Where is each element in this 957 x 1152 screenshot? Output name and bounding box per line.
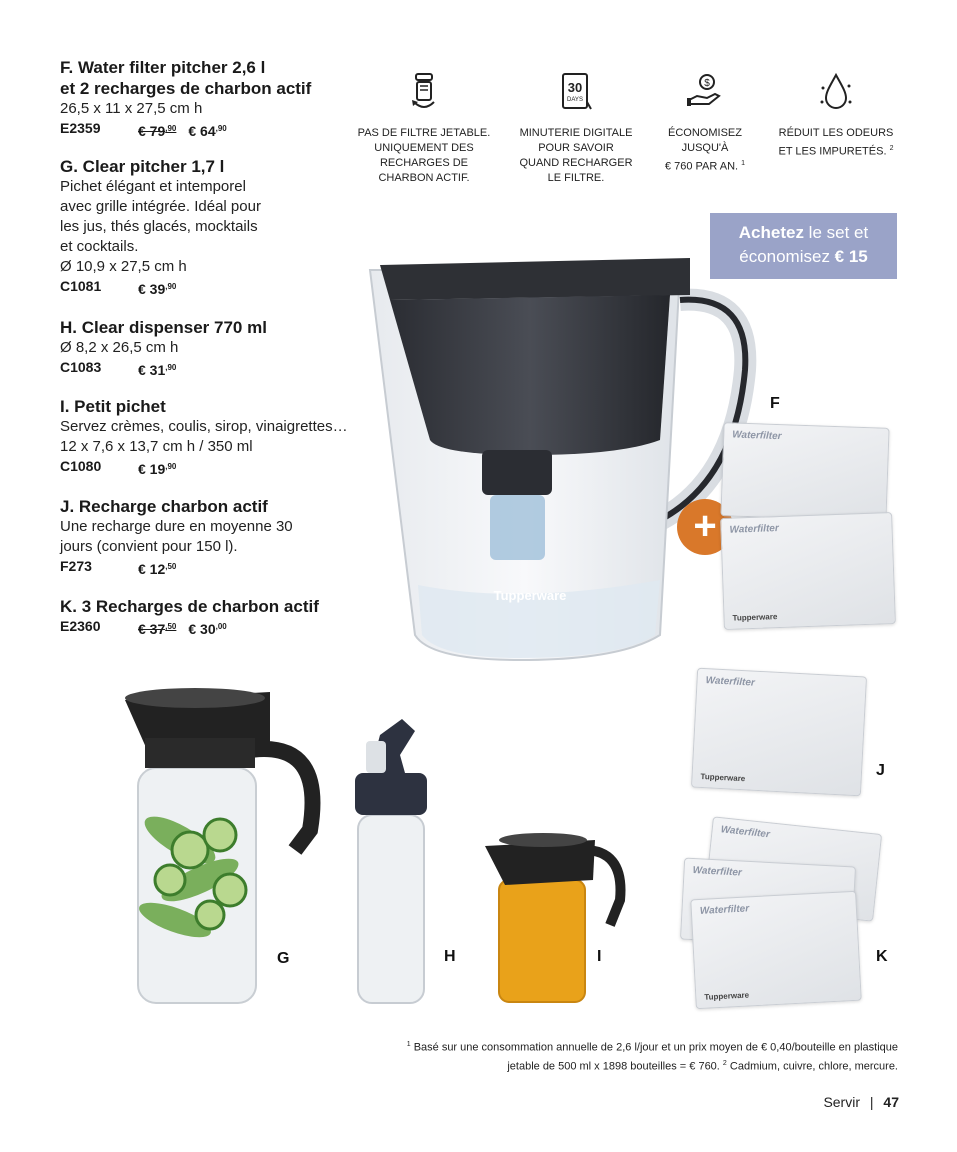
feature-digital-timer <box>501 70 651 186</box>
savings-hand-icon <box>630 70 780 114</box>
price-line <box>60 358 380 380</box>
footnote: $^1$ Basé sur une consommation annuelle de 2,6 l/jour et un prix moyen de € 0,40/bouteille en plastique jetable de 500 ml x 1898 bouteilles = € 760. $^2$ Cadmium, cuivre, chlore, mercure. <box>406 1041 898 1073</box>
water-drop-icon <box>761 70 911 114</box>
label-j: J <box>876 762 885 779</box>
label-f: F <box>770 395 780 412</box>
page-number: 47 <box>883 1094 899 1110</box>
product-description: les jus, thés glacés, mocktails <box>60 218 258 235</box>
product-code: F273 <box>60 558 92 574</box>
product-description: Ø 10,9 x 27,5 cm h <box>60 258 187 275</box>
old-price: € $37^{,50}$ <box>138 621 177 637</box>
feature-reduce-odors <box>761 70 911 160</box>
price: € $64^{,90}$ <box>188 123 227 139</box>
pitcher-logo: Tupperware <box>493 588 567 603</box>
old-price: € $79^{,90}$ <box>138 123 177 139</box>
timer-number: 30 <box>567 80 583 95</box>
product-k <box>60 596 380 639</box>
product-f <box>60 57 380 141</box>
product-description: et cocktails. <box>60 238 139 255</box>
digital-timer-icon <box>501 70 651 114</box>
price-line <box>60 617 380 639</box>
price: € $12^{,50}$ <box>138 561 177 577</box>
product-g <box>60 156 380 299</box>
price: € $39^{,90}$ <box>138 281 177 297</box>
section-name: Servir <box>823 1094 860 1110</box>
feature-text: MINUTERIE DIGITALE POUR SAVOIR QUAND RECHARGER LE FILTRE. <box>519 127 633 184</box>
product-code: E2360 <box>60 618 101 634</box>
feature-savings <box>630 70 780 175</box>
product-title: G. Clear pitcher 1,7 l <box>60 157 225 176</box>
sachet-f1: Waterfilter <box>720 422 889 522</box>
feature-no-disposable-filter <box>349 70 499 186</box>
sachet-k2: Waterfilter <box>680 858 856 949</box>
sachet-k1: Waterfilter <box>704 816 882 921</box>
product-i <box>60 396 380 479</box>
clear-dispenser-image <box>350 715 435 1010</box>
clear-pitcher-image <box>120 680 330 1010</box>
separator: | <box>869 1094 874 1110</box>
product-h <box>60 317 380 380</box>
product-description: 12 x 7,6 x 13,7 cm h / 350 ml <box>60 438 253 455</box>
product-title: F. Water filter pitcher 2,6 l <box>60 58 266 77</box>
price-line <box>60 119 380 141</box>
sachet-f2: Waterfilter Tupperware <box>720 512 896 630</box>
water-filter-pitcher-image <box>360 240 760 665</box>
product-title: K. 3 Recharges de charbon actif <box>60 597 319 616</box>
filter-cartridge-icon <box>349 70 499 114</box>
label-h: H <box>444 948 456 965</box>
price: € $31^{,90}$ <box>138 362 177 378</box>
label-i: I <box>597 948 602 965</box>
small-pitcher-image <box>485 830 630 1008</box>
price: € $30^{,00}$ <box>188 621 227 637</box>
promo-banner: Achetez le set et économisez € 15 <box>710 213 897 279</box>
product-description: Une recharge dure en moyenne 30 <box>60 518 293 535</box>
product-title: H. Clear dispenser 770 ml <box>60 318 267 337</box>
product-description: 26,5 x 11 x 27,5 cm h <box>60 100 203 117</box>
feature-text: RÉDUIT LES ODEURS ET LES IMPURETÉS. $^2$ <box>778 127 894 158</box>
product-code: C1080 <box>60 458 102 474</box>
product-description: jours (convient pour 150 l). <box>60 538 238 555</box>
price: € $19^{,90}$ <box>138 461 177 477</box>
sachet-j: Waterfilter Tupperware <box>691 668 867 797</box>
product-code: C1081 <box>60 278 102 294</box>
label-g: G <box>277 950 290 967</box>
feature-text: PAS DE FILTRE JETABLE. UNIQUEMENT DES RECHARGES DE CHARBON ACTIF. <box>357 127 491 184</box>
page-footer <box>823 1094 899 1110</box>
price-line <box>60 557 380 579</box>
product-j <box>60 496 380 579</box>
product-description: avec grille intégrée. Idéal pour <box>60 198 261 215</box>
feature-text: ÉCONOMISEZ JUSQU'À € 760 PAR AN. $^1$ <box>664 127 746 173</box>
label-k: K <box>876 948 888 965</box>
product-code: C1083 <box>60 359 102 375</box>
sachet-k3: Waterfilter Tupperware <box>690 891 862 1010</box>
product-title: I. Petit pichet <box>60 397 166 416</box>
svg-text:$: $ <box>704 78 710 89</box>
plus-badge: + <box>677 499 733 555</box>
price-line <box>60 457 380 479</box>
product-description: Servez crèmes, coulis, sirop, vinaigrettes… <box>60 418 348 435</box>
timer-days: DAYS <box>567 97 583 103</box>
product-title: et 2 recharges de charbon actif <box>60 79 312 98</box>
product-title: J. Recharge charbon actif <box>60 497 268 516</box>
product-description: Ø 8,2 x 26,5 cm h <box>60 339 179 356</box>
product-description: Pichet élégant et intemporel <box>60 178 246 195</box>
product-code: E2359 <box>60 120 101 136</box>
price-line <box>60 277 380 299</box>
